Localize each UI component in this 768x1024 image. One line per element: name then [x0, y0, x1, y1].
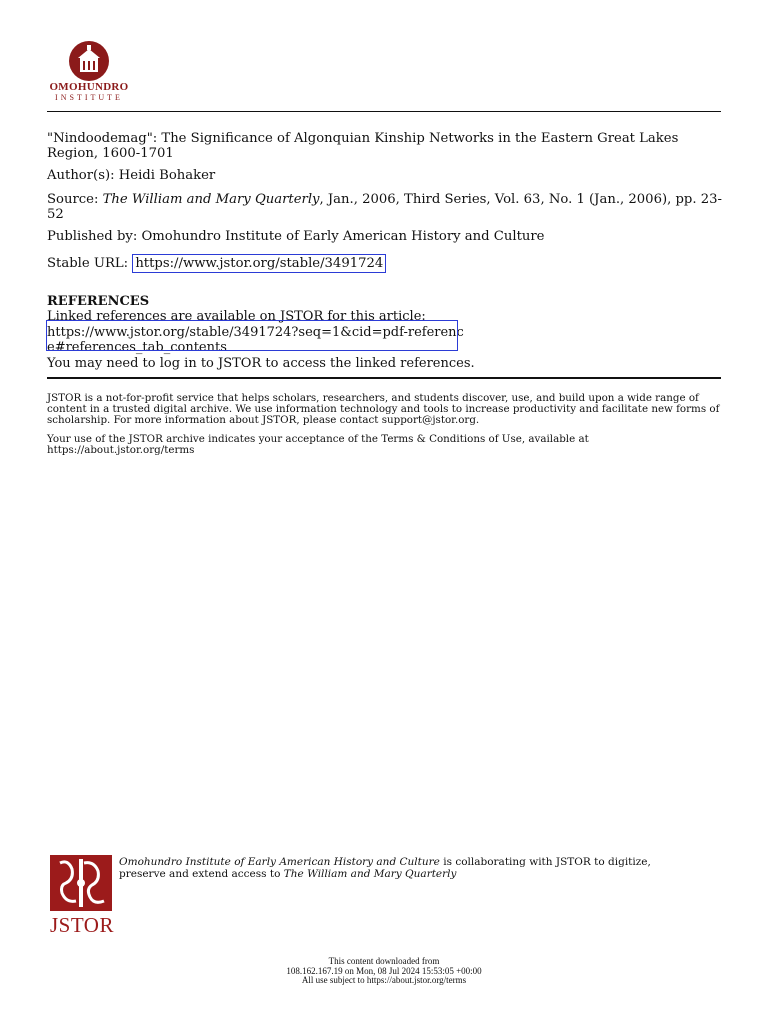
footer-line-2: 108.162.167.19 on Mon, 08 Jul 2024 15:53:05 +00:00 — [286, 965, 482, 976]
jstor-logo — [50, 855, 116, 937]
references-intro: Linked references are available on JSTOR for this article: — [47, 309, 426, 324]
publisher-logo-name: OMOHUNDRO — [49, 81, 129, 93]
source-journal: The William and Mary Quarterly — [102, 192, 320, 207]
stable-url-link[interactable]: https://www.jstor.org/stable/3491724 — [132, 254, 386, 273]
publisher-logo-subname: INSTITUTE — [55, 93, 123, 102]
references-heading: REFERENCES — [47, 294, 150, 309]
source-label: Source: — [47, 192, 99, 207]
references-url-link[interactable]: https://www.jstor.org/stable/3491724?seq=1&cid=pdf-reference#references_tab_contents — [47, 324, 464, 355]
jstor-emblem-icon — [50, 855, 112, 911]
collaboration-org: Omohundro Institute of Early American History and Culture — [119, 856, 440, 868]
jstor-wordmark: JSTOR — [50, 913, 114, 937]
jstor-notice: JSTOR is a not-for-profit service that helps scholars, researchers, and students discover, use, and build upon a wide range of content in a trusted digital archive. We use information technology and tools to increase productivity and facilitate new forms of scholarship. For more information about JSTOR, please contact support@jstor.org. — [47, 392, 720, 426]
collaboration-middle: is collaborating with JSTOR to digitize, preserve and extend access to — [119, 856, 651, 880]
institute-seal-icon — [68, 40, 110, 82]
article-title: "Nindoodemag": The Significance of Algonquian Kinship Networks in the Eastern Great Lakes Region, 1600-1701 — [47, 131, 679, 161]
article-authors — [47, 168, 727, 183]
collaboration-journal: The William and Mary Quarterly — [283, 868, 457, 880]
source-details: , Jan., 2006, Third Series, Vol. 63, No. 1 (Jan., 2006), pp. 23-52 — [47, 192, 722, 222]
top-divider — [47, 111, 721, 112]
jstor-terms: Your use of the JSTOR archive indicates your acceptance of the Terms & Conditions of Use, available at https://about.jstor.org/terms — [47, 433, 589, 456]
stable-url-line — [47, 256, 727, 271]
references-url-link-box[interactable] — [46, 320, 458, 351]
authors-label: Author(s): — [47, 168, 115, 183]
footer-line-1: This content downloaded from — [328, 956, 440, 966]
authors-value: Heidi Bohaker — [118, 168, 216, 183]
middle-divider — [47, 377, 721, 379]
footer-line-3: All use subject to https://about.jstor.org/terms — [301, 975, 467, 985]
publisher-label: Published by: — [47, 229, 138, 244]
publisher-logo — [44, 40, 134, 104]
stable-url-label: Stable URL: — [47, 256, 129, 271]
publisher-value: Omohundro Institute of Early American History and Culture — [141, 229, 545, 244]
download-footer — [0, 957, 768, 986]
references-login-note: You may need to log in to JSTOR to access the linked references. — [47, 355, 475, 371]
article-publisher — [47, 229, 727, 244]
collaboration-statement — [119, 856, 679, 880]
article-source — [47, 192, 727, 222]
